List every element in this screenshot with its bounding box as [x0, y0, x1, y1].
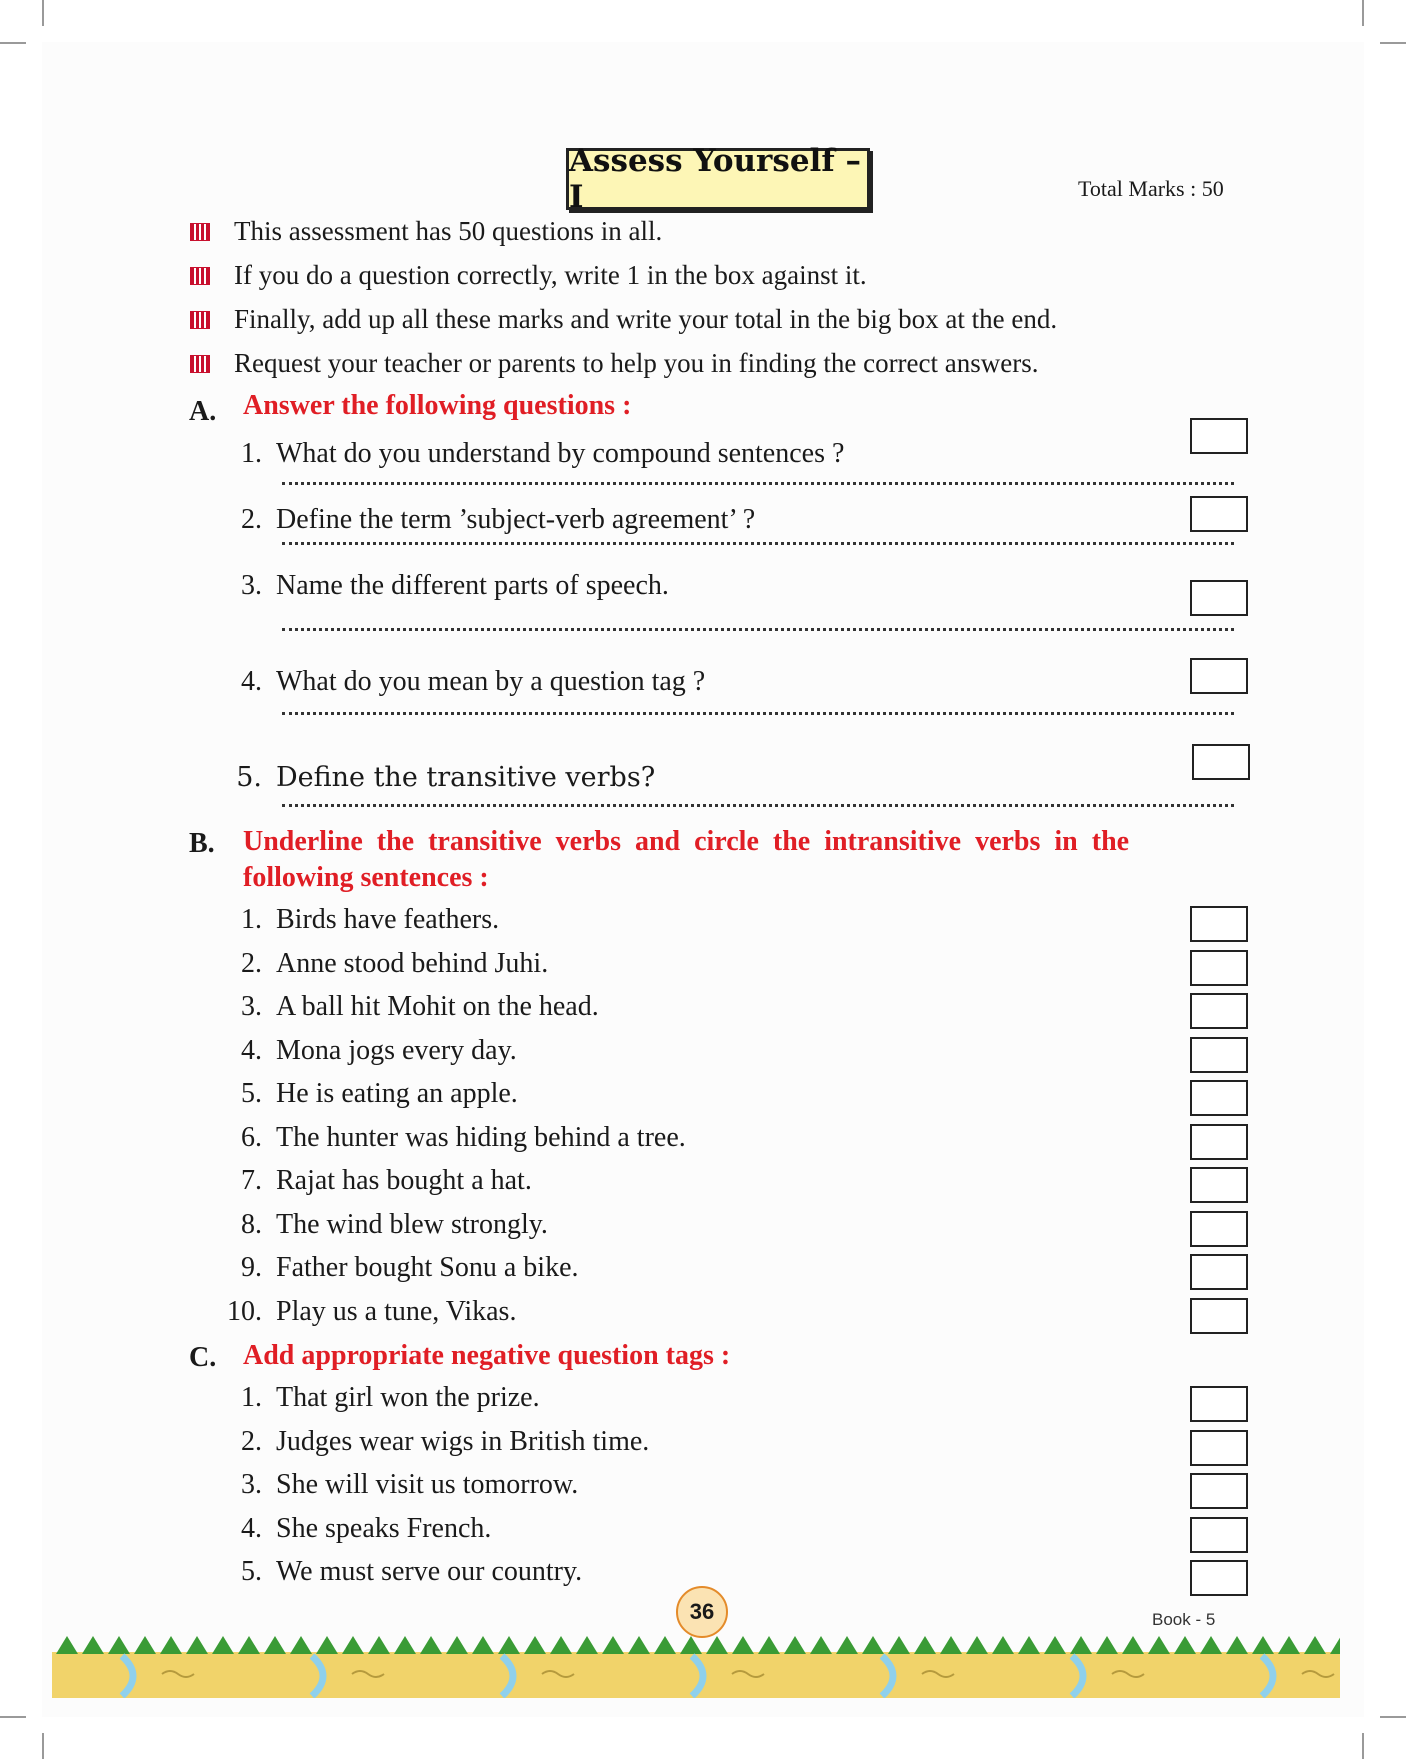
tree-icon [680, 1636, 702, 1654]
crop-mark [0, 1716, 26, 1718]
tree-icon [810, 1636, 832, 1654]
tree-icon [82, 1636, 104, 1654]
tree-icon [394, 1636, 416, 1654]
question-number: 2. [241, 1425, 262, 1457]
tree-icon [1200, 1636, 1222, 1654]
tree-icon [342, 1636, 364, 1654]
total-marks: Total Marks : 50 [1078, 176, 1224, 201]
section-a-letter: A. [189, 396, 217, 427]
tree-icon [524, 1636, 546, 1654]
instruction-item [190, 216, 662, 247]
tree-icon [732, 1636, 754, 1654]
question-number: 4. [241, 1512, 262, 1544]
tree-icon [888, 1636, 910, 1654]
tree-icon [1096, 1636, 1118, 1654]
mark-box[interactable] [1190, 418, 1248, 454]
tree-icon [1304, 1636, 1326, 1654]
question-number: 3. [241, 991, 262, 1022]
section-b-letter: B. [189, 828, 215, 859]
tree-icon [628, 1636, 650, 1654]
tree-icon [368, 1636, 390, 1654]
answer-line[interactable] [282, 542, 1234, 545]
tree-icon [550, 1636, 572, 1654]
question-item [226, 1556, 582, 1588]
crop-mark [42, 1733, 44, 1759]
question-text: She speaks French. [276, 1512, 492, 1544]
tree-icon [1330, 1636, 1340, 1654]
tree-icon [602, 1636, 624, 1654]
tree-icon [1070, 1636, 1092, 1654]
question-number: 6. [241, 1121, 262, 1153]
tree-icon [1174, 1636, 1196, 1654]
question-number: 4. [241, 1034, 262, 1066]
crop-mark [1380, 42, 1406, 44]
question-number: 5. [236, 762, 262, 793]
question-text: Define the transitive verbs? [276, 762, 656, 793]
instruction-text: Finally, add up all these marks and write your total in the big box at the end. [234, 304, 1058, 334]
question-text: Birds have feathers. [276, 904, 500, 935]
book-bullet-icon [190, 267, 210, 285]
tree-icon [706, 1636, 728, 1654]
question-number: 9. [241, 1252, 262, 1283]
question-number: 3. [241, 570, 262, 601]
question-text: Mona jogs every day. [276, 1034, 517, 1066]
mark-box[interactable] [1190, 1298, 1248, 1334]
question-item [226, 1035, 517, 1067]
question-number: 10. [227, 1295, 262, 1327]
tree-icon [446, 1636, 468, 1654]
tree-icon [1252, 1636, 1274, 1654]
mark-box[interactable] [1190, 580, 1248, 616]
question-item [226, 762, 655, 793]
question-item [226, 1252, 579, 1284]
question-item [226, 991, 599, 1023]
question-text: Define the term ’subject-verb agreement’ ? [276, 504, 756, 535]
tree-icon [914, 1636, 936, 1654]
question-text: He is eating an apple. [276, 1078, 518, 1109]
question-number: 1. [241, 904, 262, 935]
tree-icon [1226, 1636, 1248, 1654]
crop-mark [0, 42, 26, 44]
tree-icon [966, 1636, 988, 1654]
question-item [226, 1426, 649, 1458]
tree-icon [836, 1636, 858, 1654]
question-number: 1. [241, 438, 262, 469]
tree-icon [1122, 1636, 1144, 1654]
instruction-text: Request your teacher or parents to help you in finding the correct answers. [234, 348, 1039, 378]
tree-icon [56, 1636, 78, 1654]
question-number: 5. [241, 1556, 262, 1587]
answer-line[interactable] [282, 628, 1234, 631]
tree-icon [472, 1636, 494, 1654]
section-c-letter: C. [189, 1342, 217, 1373]
mark-box[interactable] [1190, 1254, 1248, 1290]
tree-icon [160, 1636, 182, 1654]
question-text: Father bought Sonu a bike. [276, 1252, 579, 1283]
tree-icon [108, 1636, 130, 1654]
question-text: That girl won the prize. [276, 1382, 540, 1413]
mark-box[interactable] [1190, 496, 1248, 532]
tree-icon [758, 1636, 780, 1654]
section-b-heading-cont: following sentences : [243, 862, 489, 893]
question-text: Rajat has bought a hat. [276, 1165, 532, 1196]
instruction-item [190, 348, 1039, 379]
crop-mark [42, 0, 44, 26]
mark-box[interactable] [1190, 1386, 1248, 1422]
mark-box[interactable] [1190, 1430, 1248, 1466]
question-item [226, 438, 844, 470]
tree-icon [238, 1636, 260, 1654]
mark-box[interactable] [1190, 950, 1248, 986]
assessment-title: Assess Yourself – I [566, 148, 870, 210]
question-number: 7. [241, 1165, 262, 1196]
mark-box[interactable] [1190, 1473, 1248, 1509]
question-item [226, 1078, 518, 1110]
instruction-text: This assessment has 50 questions in all. [234, 216, 663, 246]
question-item [226, 1209, 548, 1241]
crop-mark [1362, 1733, 1364, 1759]
question-item [226, 1296, 516, 1328]
book-bullet-icon [190, 311, 210, 329]
section-b-heading: Underline the transitive verbs and circle the intransitive verbs in the [243, 826, 1130, 857]
question-text: Name the different parts of speech. [276, 570, 669, 601]
tree-icon [1278, 1636, 1300, 1654]
answer-line[interactable] [282, 482, 1234, 485]
question-item [226, 1513, 491, 1545]
tree-icon [1044, 1636, 1066, 1654]
tree-icon [212, 1636, 234, 1654]
instruction-text: If you do a question correctly, write 1 in the box against it. [234, 260, 867, 290]
tree-icon [1018, 1636, 1040, 1654]
tree-icon [420, 1636, 442, 1654]
mark-box[interactable] [1190, 1560, 1248, 1596]
question-text: She will visit us tomorrow. [276, 1469, 579, 1500]
question-text: We must serve our country. [276, 1556, 583, 1587]
tree-icon [940, 1636, 962, 1654]
mark-box[interactable] [1190, 658, 1248, 694]
mark-box[interactable] [1190, 1124, 1248, 1160]
tree-row [56, 1636, 1340, 1654]
question-text: A ball hit Mohit on the head. [276, 991, 599, 1022]
mark-box[interactable] [1190, 1037, 1248, 1073]
crop-mark [1380, 1716, 1406, 1718]
question-item [226, 948, 548, 980]
instruction-item [190, 304, 1057, 335]
tree-icon [784, 1636, 806, 1654]
question-number: 3. [241, 1469, 262, 1500]
tree-icon [992, 1636, 1014, 1654]
question-number: 8. [241, 1208, 262, 1240]
answer-line[interactable] [282, 712, 1234, 715]
question-number: 2. [241, 947, 262, 979]
section-a-heading: Answer the following questions : [243, 390, 632, 421]
question-text: Anne stood behind Juhi. [276, 947, 549, 979]
tree-icon [134, 1636, 156, 1654]
question-text: What do you understand by compound sentences ? [276, 438, 845, 469]
question-text: What do you mean by a question tag ? [276, 666, 706, 697]
tree-icon [862, 1636, 884, 1654]
question-text: The hunter was hiding behind a tree. [276, 1121, 686, 1153]
question-text: Judges wear wigs in British time. [276, 1425, 650, 1457]
question-item [226, 504, 755, 536]
question-text: Play us a tune, Vikas. [276, 1295, 517, 1327]
book-label: Book - 5 [1152, 1610, 1216, 1629]
tree-icon [290, 1636, 312, 1654]
question-item [226, 570, 669, 602]
section-c-heading: Add appropriate negative question tags : [243, 1340, 731, 1371]
crop-mark [1362, 0, 1364, 26]
tree-icon [264, 1636, 286, 1654]
question-item [226, 904, 499, 936]
question-item [226, 1122, 686, 1154]
mark-box[interactable] [1190, 906, 1248, 942]
question-text: The wind blew strongly. [276, 1208, 548, 1240]
mark-box[interactable] [1190, 1211, 1248, 1247]
tree-icon [498, 1636, 520, 1654]
instruction-item [190, 260, 867, 291]
question-item [226, 1469, 578, 1501]
tree-icon [316, 1636, 338, 1654]
mark-box[interactable] [1190, 1517, 1248, 1553]
book-bullet-icon [190, 355, 210, 373]
question-number: 5. [241, 1078, 262, 1109]
question-number: 2. [241, 504, 262, 535]
tree-icon [576, 1636, 598, 1654]
page-number: 36 [676, 1586, 728, 1638]
mark-box[interactable] [1190, 1080, 1248, 1116]
question-item [226, 1165, 532, 1197]
tree-icon [654, 1636, 676, 1654]
question-item [226, 666, 705, 698]
question-number: 4. [241, 666, 262, 697]
mark-box[interactable] [1190, 993, 1248, 1029]
question-number: 1. [241, 1382, 262, 1413]
tree-icon [1148, 1636, 1170, 1654]
page-background [42, 42, 1364, 1717]
tree-icon [186, 1636, 208, 1654]
question-item [226, 1382, 540, 1414]
answer-line[interactable] [282, 804, 1234, 807]
book-bullet-icon [190, 223, 210, 241]
mark-box[interactable] [1192, 744, 1250, 780]
mark-box[interactable] [1190, 1167, 1248, 1203]
